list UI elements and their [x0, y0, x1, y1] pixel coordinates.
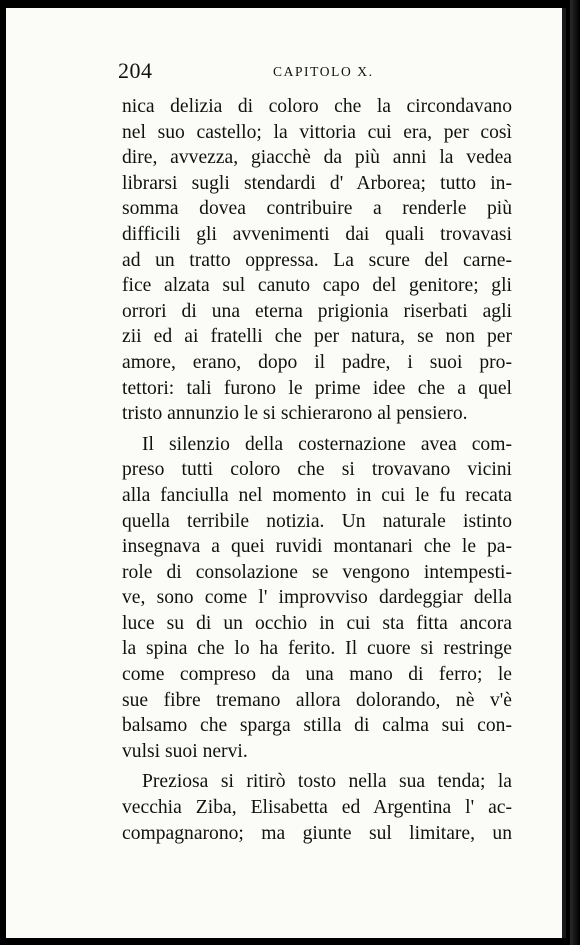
running-head: CAPITOLO X.	[273, 64, 374, 79]
text-line: nica delizia di coloro che la circondavano	[122, 96, 512, 117]
page-number: 204	[118, 58, 153, 83]
text-line: nel suo castello; la vittoria cui era, per così	[122, 121, 512, 143]
text-line: zii ed ai fratelli che per natura, se non per	[122, 326, 512, 348]
text-line: orrori di una eterna prigionia riserbati agli	[122, 300, 512, 322]
text-line: come compreso da una mano di ferro; le	[122, 664, 512, 686]
text-line: sue fibre tremano allora dolorando, nè v'è	[122, 689, 512, 711]
text-line: tristo annunzio le si schierarono al pensiero.	[122, 403, 468, 425]
text-line: Il silenzio della costernazione avea com-	[142, 433, 512, 455]
page-header	[118, 58, 518, 86]
text-line: librarsi sugli stendardi d' Arborea; tutto in-	[122, 172, 512, 194]
text-line: alla fanciulla nel momento in cui le fu recata	[122, 484, 512, 506]
text-line: somma dovea contribuire a renderle più	[122, 198, 512, 220]
text-line: Preziosa si ritirò tosto nella sua tenda; la	[142, 771, 512, 793]
text-line: fice alzata sul canuto capo del genitore; gli	[122, 275, 512, 297]
paragraph	[122, 769, 512, 846]
text-line: role di consolazione se vengono intempesti-	[122, 561, 512, 583]
text-line: vulsi suoi nervi.	[122, 740, 248, 762]
text-line: vecchia Ziba, Elisabetta ed Argentina l' ac-	[122, 797, 512, 819]
paragraph	[122, 94, 512, 427]
body-text	[122, 94, 512, 846]
text-line: luce su di un occhio in cui sta fitta ancora	[122, 612, 512, 634]
text-line: compagnarono; ma giunte sul limitare, un	[122, 822, 512, 844]
page-edge	[570, 0, 580, 945]
text-line: balsamo che sparga stilla di calma sui con-	[122, 715, 512, 737]
text-line: difficili gli avvenimenti dai quali trovavasi	[122, 223, 512, 245]
text-line: dire, avvezza, giacchè da più anni la vedea	[122, 147, 512, 169]
text-line: tettori: tali furono le prime idee che a quel	[122, 377, 512, 399]
text-line: insegnava a quei ruvidi montanari che le pa-	[122, 536, 512, 558]
text-line: ve, sono come l' improvviso dardeggiar della	[122, 587, 512, 609]
text-line: quella terribile notizia. Un naturale istinto	[122, 510, 512, 532]
text-line: la spina che lo ha ferito. Il cuore si restringe	[122, 638, 512, 660]
text-line: ad un tratto oppressa. La scure del carne-	[122, 249, 512, 271]
text-line: preso tutti coloro che si trovavano vicini	[122, 459, 512, 481]
paragraph	[122, 432, 512, 765]
text-line: amore, erano, dopo il padre, i suoi pro-	[122, 351, 512, 373]
book-page	[6, 8, 566, 938]
